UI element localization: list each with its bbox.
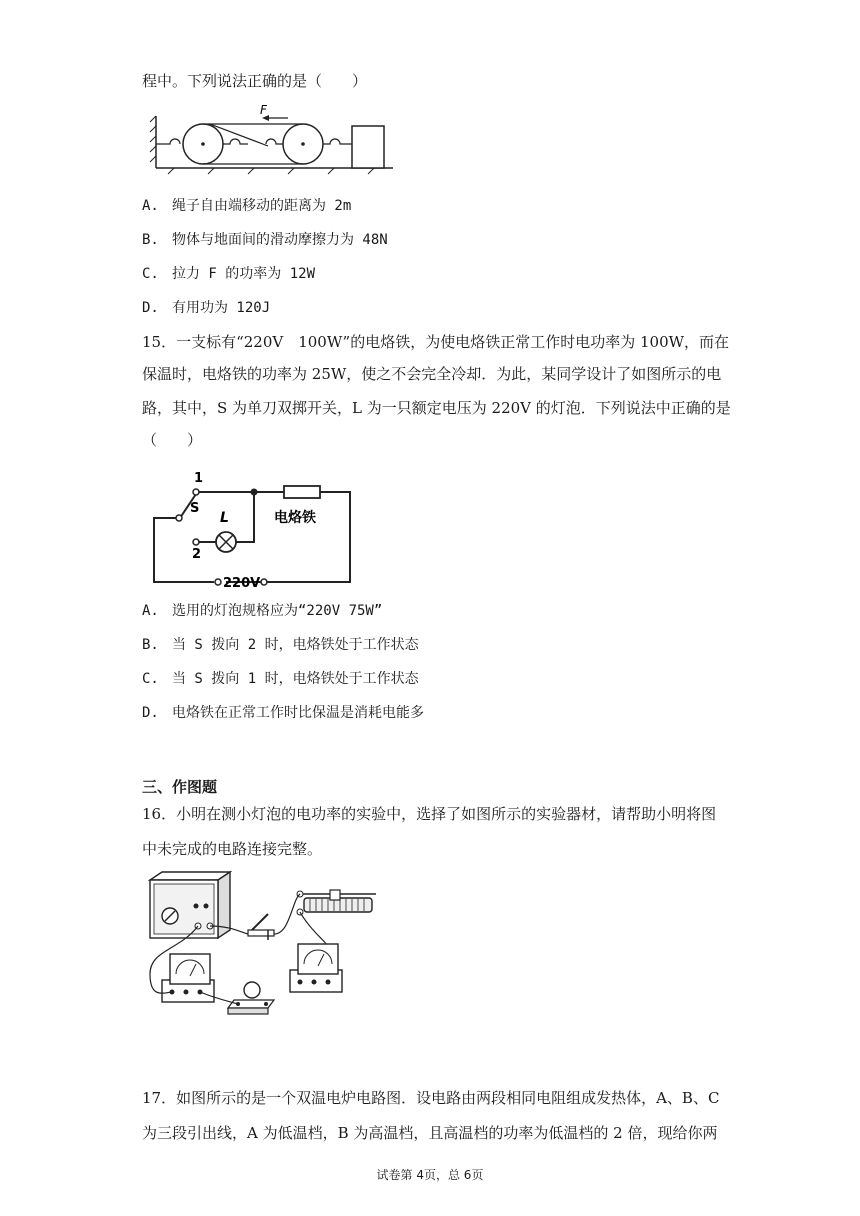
force-label: F — [260, 103, 267, 117]
q15-option-c: C. 当 S 拨向 1 时，电烙铁处于工作状态 — [142, 671, 419, 687]
object-hook — [323, 139, 352, 144]
movable-hook — [266, 139, 283, 144]
terminal-left — [215, 579, 221, 585]
q15-circuit-diagram — [150, 466, 356, 590]
bulb-on-base — [228, 982, 274, 1014]
terminal-right — [261, 579, 267, 585]
object-block — [352, 126, 384, 168]
voltmeter-right — [290, 944, 342, 992]
q15-stem-line-1: 15．一支标有“220V 100W”的电烙铁，为使电烙铁正常工作时电功率为 100W，而在 — [142, 333, 730, 351]
q14-option-a: A. 绳子自由端移动的距离为 2m — [142, 198, 352, 214]
label-lamp-l: L — [220, 510, 229, 526]
soldering-iron-resistor — [284, 486, 320, 498]
label-soldering-iron: 电烙铁 — [274, 510, 316, 526]
label-contact-2: 2 — [192, 547, 202, 562]
q14-pulley-figure — [148, 104, 398, 176]
force-arrow — [260, 103, 288, 121]
q15-option-d: D. 电烙铁在正常工作时比保温是消耗电能多 — [142, 705, 424, 721]
q16-stem-line-1: 16．小明在测小灯泡的电功率的实验中，选择了如图所示的实验器材，请帮助小明将图 — [142, 805, 717, 823]
q15-option-a: A. 选用的灯泡规格应为“220V 75W” — [142, 603, 383, 619]
fixed-pulley — [183, 124, 223, 164]
switch-icon — [248, 914, 274, 940]
q15-stem-line-4: （ ） — [142, 431, 203, 449]
label-contact-1: 1 — [194, 471, 204, 486]
page-footer: 试卷第 4页，总 6页 — [376, 1168, 484, 1182]
circuit-wires — [154, 492, 350, 582]
label-220v: 220V — [223, 576, 261, 591]
q14-option-b: B. 物体与地面间的滑动摩擦力为 48N — [142, 232, 388, 248]
q15-stem-line-3: 路，其中，S 为单刀双掷开关，L 为一只额定电压为 220V 的灯泡．下列说法中正确的是 — [142, 399, 731, 417]
q17-stem-line-1: 17．如图所示的是一个双温电炉电路图．设电路由两段相同电阻组成发热体，A、B、C — [142, 1089, 720, 1107]
movable-pulley — [283, 124, 323, 164]
q15-option-b: B. 当 S 拨向 2 时，电烙铁处于工作状态 — [142, 637, 419, 653]
switch-pivot — [176, 515, 182, 521]
q17-stem-line-2: 为三段引出线，A 为低温档，B 为高温档，且高温档的功率为低温档的 2 倍，现给你两 — [142, 1124, 718, 1142]
switch-contact-1 — [193, 489, 199, 495]
wall-hook — [156, 139, 180, 144]
q16-stem-line-2: 中未完成的电路连接完整。 — [142, 840, 323, 858]
section-title: 三、作图题 — [142, 778, 218, 796]
power-supply — [150, 872, 230, 938]
wall — [150, 116, 156, 168]
rheostat — [297, 890, 376, 915]
label-switch-s: S — [190, 501, 200, 516]
pulley-link-hook — [223, 139, 248, 144]
q14-option-c: C. 拉力 F 的功率为 12W — [142, 266, 316, 282]
q16-apparatus-figure — [140, 870, 380, 1020]
q15-stem-line-2: 保温时，电烙铁的功率为 25W，使之不会完全冷却．为此，某同学设计了如图所示的电 — [142, 365, 722, 383]
switch-contact-2 — [193, 539, 199, 545]
q14-stem: 程中。下列说法正确的是（ ） — [142, 72, 368, 90]
ground — [156, 168, 393, 174]
junction-node — [251, 489, 258, 496]
lamp-icon — [216, 532, 236, 552]
q14-option-d: D. 有用功为 120J — [142, 300, 271, 316]
